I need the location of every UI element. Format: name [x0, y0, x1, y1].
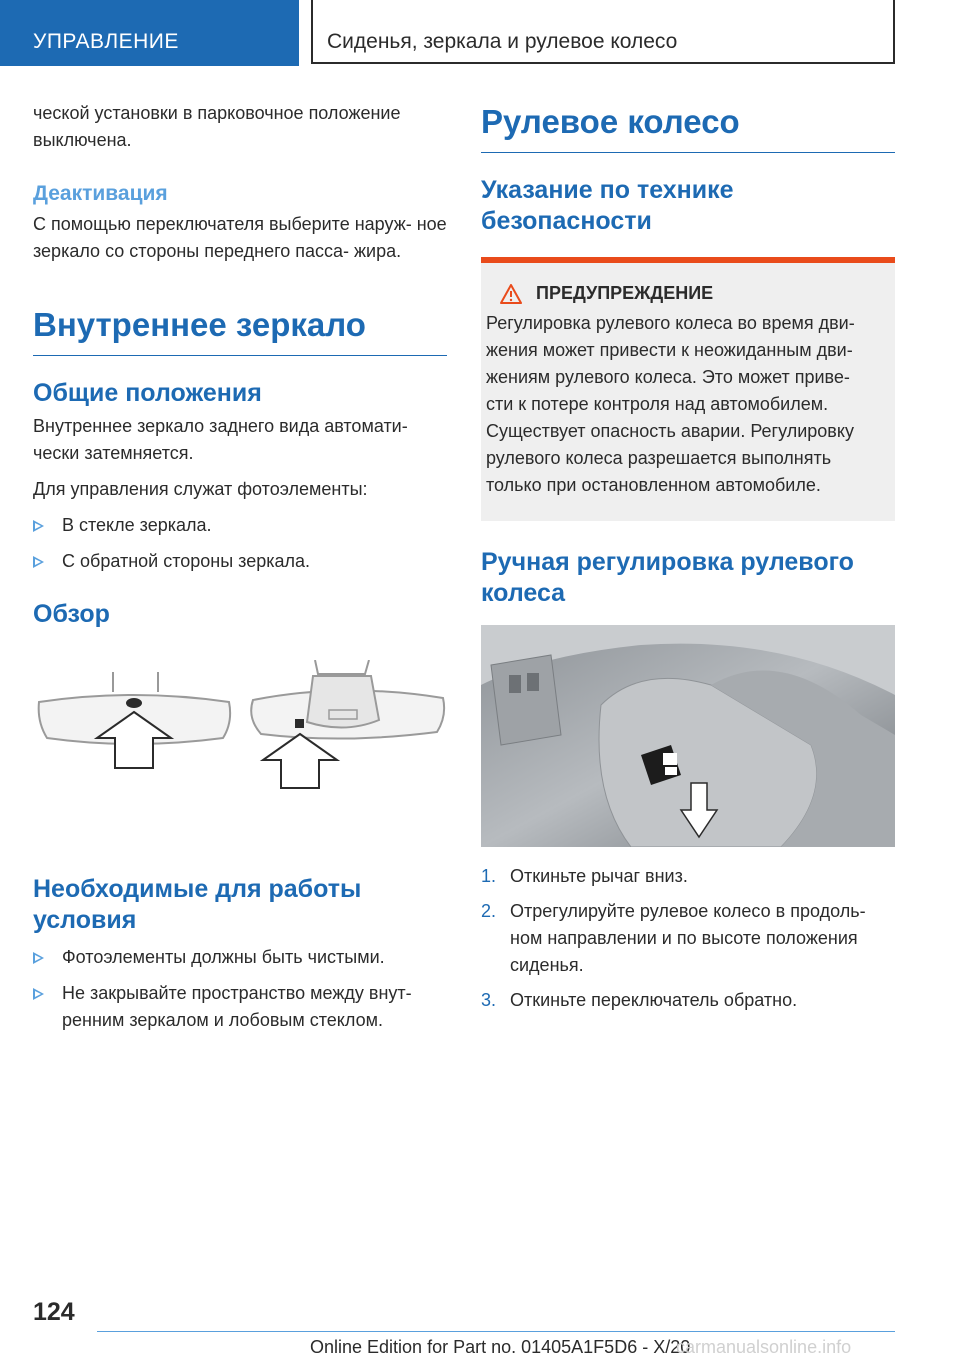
safety-heading: Указание по технике безопасности — [481, 176, 734, 235]
step-item — [481, 987, 895, 1014]
general-heading: Общие положения — [33, 379, 262, 407]
list-item-text: Не закрывайте пространство между внут- ренним зеркалом и лобовым стеклом. — [62, 983, 412, 1030]
steps-list — [481, 863, 895, 1014]
step-item — [481, 863, 895, 890]
list-item-text: В стекле зеркала. — [62, 515, 212, 535]
inner-mirror-heading: Внутреннее зеркало — [33, 305, 447, 356]
page-number: 124 — [33, 1298, 75, 1326]
triangle-bullet-icon — [33, 556, 44, 568]
chapter-title: Сиденья, зеркала и рулевое колесо — [311, 0, 895, 64]
triangle-bullet-icon — [33, 988, 44, 1000]
triangle-bullet-icon — [33, 520, 44, 532]
step-number: 3. — [481, 990, 497, 1010]
warning-title-text: ПРЕДУПРЕЖДЕНИЕ — [536, 283, 714, 303]
warning-text: Регулировка рулевого колеса во время дви- жения может привести к неожиданным дви- жениям рулевого колеса. Это может приве- сти к потере контроля над автомобилем. Существует опасность аварии. Регулировку рулевого колеса разрешается выполнять только при остановленном автомобиле. — [486, 313, 855, 495]
steering-column-photo — [481, 625, 895, 847]
mirror-back-view — [251, 660, 444, 788]
list-item — [33, 548, 447, 575]
footer-divider — [97, 1331, 895, 1332]
deactivation-heading: Деактивация — [33, 182, 168, 205]
mirror-illustration — [33, 660, 447, 860]
overview-heading: Обзор — [33, 600, 110, 628]
step-item — [481, 898, 895, 979]
mirror-front-view — [39, 672, 230, 768]
step-number: 2. — [481, 901, 497, 921]
deactivation-paragraph: С помощью переключателя выберите наруж- ное зеркало со стороны переднего пасса- жира. — [33, 214, 447, 261]
warning-box — [481, 257, 895, 521]
steering-wheel-heading: Рулевое колесо — [481, 100, 895, 153]
watermark: carmanualsonline.info — [676, 1337, 852, 1357]
general-paragraph-2: Для управления служат фотоэлементы: — [33, 479, 368, 499]
list-item-text: С обратной стороны зеркала. — [62, 551, 311, 571]
left-column — [33, 100, 447, 1043]
warning-title — [486, 283, 881, 304]
list-item — [33, 944, 447, 971]
edition-text: Online Edition for Part no. 01405A1F5D6 - X/20 — [310, 1337, 691, 1357]
conditions-heading: Необходимые для работы условия — [33, 875, 362, 934]
list-item — [33, 512, 447, 539]
general-paragraph-1: Внутреннее зеркало заднего вида автомати- чески затемняется. — [33, 416, 408, 463]
manual-adjust-heading: Ручная регулировка рулевого колеса — [481, 548, 854, 607]
right-column — [481, 100, 895, 1022]
step-text: Откиньте переключатель обратно. — [510, 990, 798, 1010]
triangle-bullet-icon — [33, 952, 44, 964]
sensor-list — [33, 512, 447, 575]
step-text: Отрегулируйте рулевое колесо в продоль- ном направлении и по высоте положения сиденья. — [510, 901, 866, 975]
list-item — [33, 980, 447, 1034]
conditions-list — [33, 944, 447, 1034]
step-number: 1. — [481, 866, 497, 886]
intro-paragraph: ческой установки в парковочное положение выключена. — [33, 103, 401, 150]
section-tab: УПРАВЛЕНИЕ — [0, 0, 299, 66]
step-text: Откиньте рычаг вниз. — [510, 866, 688, 886]
warning-triangle-icon — [500, 284, 522, 304]
list-item-text: Фотоэлементы должны быть чистыми. — [62, 947, 385, 967]
